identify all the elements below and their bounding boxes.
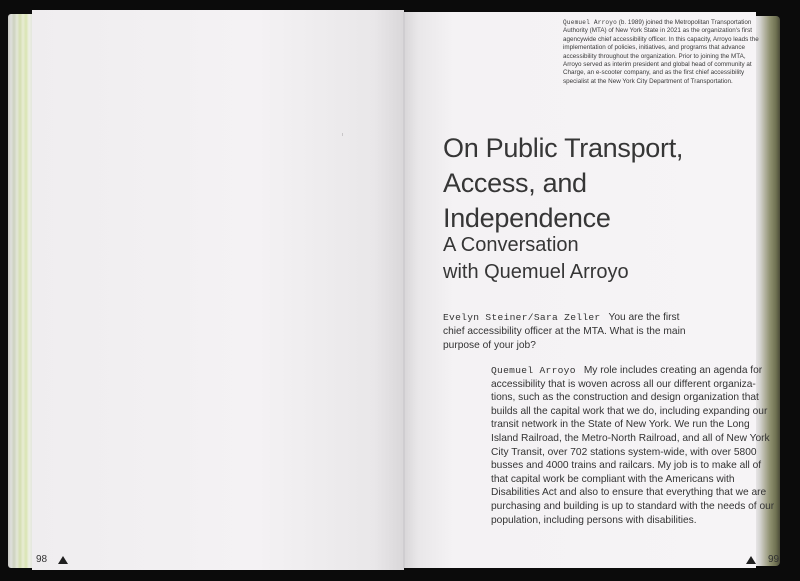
question-text: You are the first chief accessibility officer at the MTA. What is the main purpose of your job? — [443, 312, 686, 351]
article-title — [443, 131, 763, 236]
article-subtitle — [443, 232, 743, 286]
bio-name: Quemuel Arroyo — [563, 19, 617, 26]
book-gutter — [403, 12, 405, 568]
subtitle-line: A Conversation — [443, 234, 579, 256]
interview-answer — [491, 364, 776, 527]
question-speaker: Evelyn Steiner/Sara Zeller — [443, 312, 601, 323]
subtitle-line: with Quemuel Arroyo — [443, 261, 629, 283]
triangle-up-icon — [58, 556, 68, 564]
page-number-right: 99 — [768, 554, 780, 565]
page-number-left: 98 — [36, 554, 48, 565]
answer-text: My role includes creating an agenda for accessibility that is woven across all our different organiza-tions, such as the construction and design organization that builds all the capital work that we do, including expanding our transit network in the State of New York. We run the Long Island Railroad, the Metro-North Railroad, and all of New York City Transit, over 702 stations system-wide, with over 5800 busses and 4000 trains and railcars. My job is to make all of that capital work be compliant with the Americans with Disabilities Act and also to ensure that everything that we are purchasing and building is up to standard with the needs of our population, including persons with disabilities. — [491, 365, 775, 526]
triangle-up-icon — [746, 556, 756, 564]
paper-speck — [342, 133, 343, 136]
interview-question — [443, 311, 703, 353]
left-page — [32, 10, 404, 570]
author-bio — [563, 19, 763, 86]
title-line: Independence — [443, 203, 611, 233]
book-page-edges-left — [8, 14, 34, 568]
answer-speaker: Quemuel Arroyo — [491, 365, 576, 376]
title-line: Access, and — [443, 168, 587, 198]
title-line: On Public Transport, — [443, 133, 684, 163]
bio-text: (b. 1989) joined the Metropolitan Transportation Authority (MTA) of New York State in 2021 as the organization's first agencywide chief accessibility officer. In this capacity, Arroyo leads the implementation of policies, initiatives, and programs that advance accessibility throughout the organization. Prior to joining the MTA, Arroyo served as interim president and global head of community at Charge, an e-scooter company, and as the first chief accessibility specialist at the New York City Department of Transportation. — [563, 19, 759, 85]
